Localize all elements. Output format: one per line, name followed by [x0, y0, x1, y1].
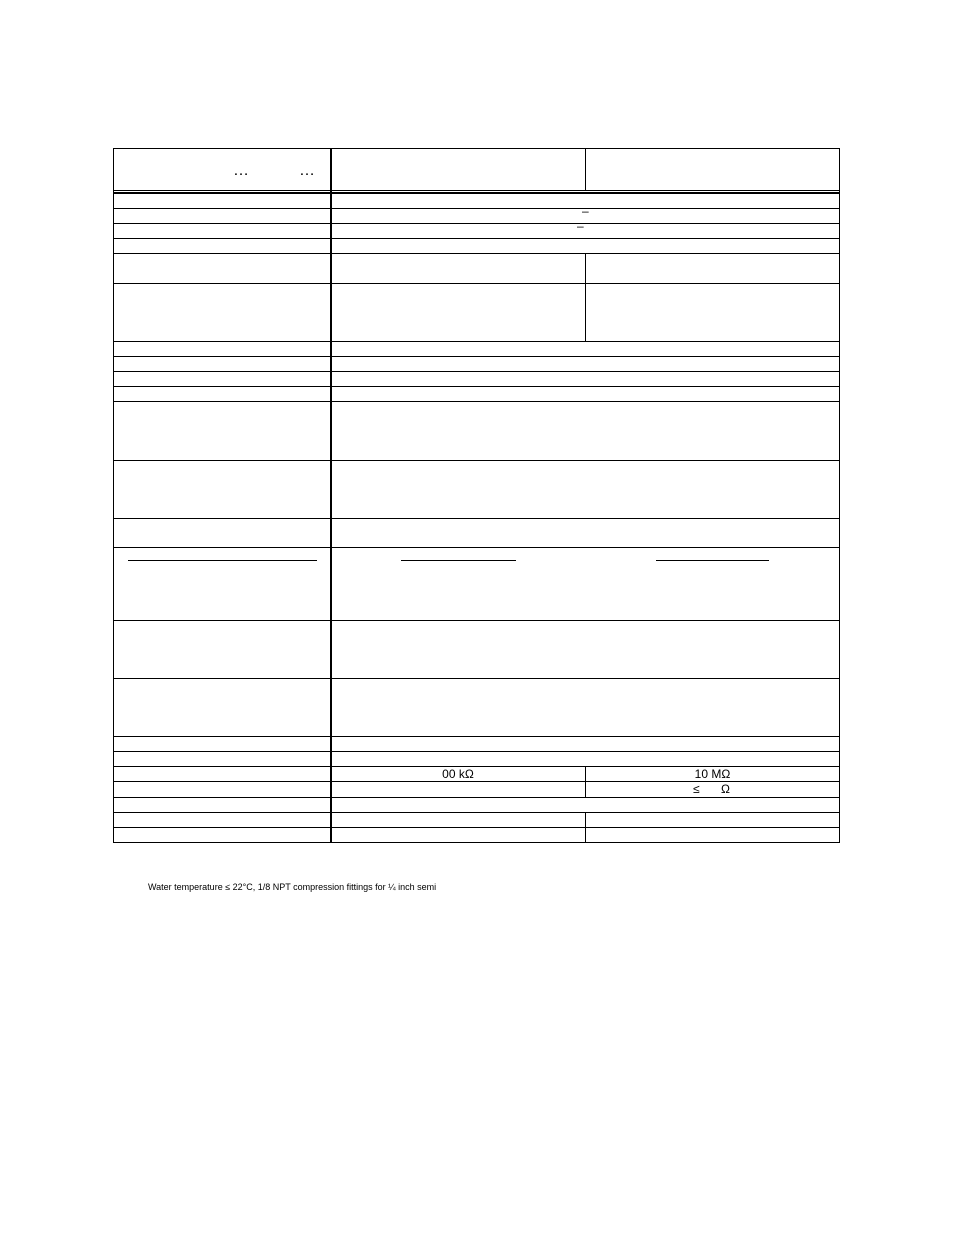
underline-label: [128, 560, 317, 561]
ohm-symbol: Ω: [721, 782, 730, 796]
table-row: [113, 219, 840, 238]
table-header-row: [113, 148, 840, 192]
table-row: [113, 766, 840, 781]
resistance-right: 10 MΩ: [694, 766, 731, 781]
less-equal-symbol: ≤: [693, 782, 700, 796]
resistance-left: 00 kΩ: [442, 766, 474, 781]
table-row: [113, 547, 840, 620]
footnote: Water temperature ≤ 22°C, 1/8 NPT compression fittings for ¼ inch semi: [148, 882, 437, 892]
header-ellipsis-right: …: [299, 162, 316, 179]
table-row: [113, 781, 840, 797]
row-dash: –: [577, 219, 584, 233]
underline-col-b: [656, 560, 769, 561]
underline-col-a: [401, 560, 516, 561]
label-column-divider: [330, 148, 332, 843]
row-dash: –: [582, 204, 589, 218]
header-ellipsis-left: …: [233, 162, 250, 179]
table-bottom-border: [113, 842, 840, 843]
